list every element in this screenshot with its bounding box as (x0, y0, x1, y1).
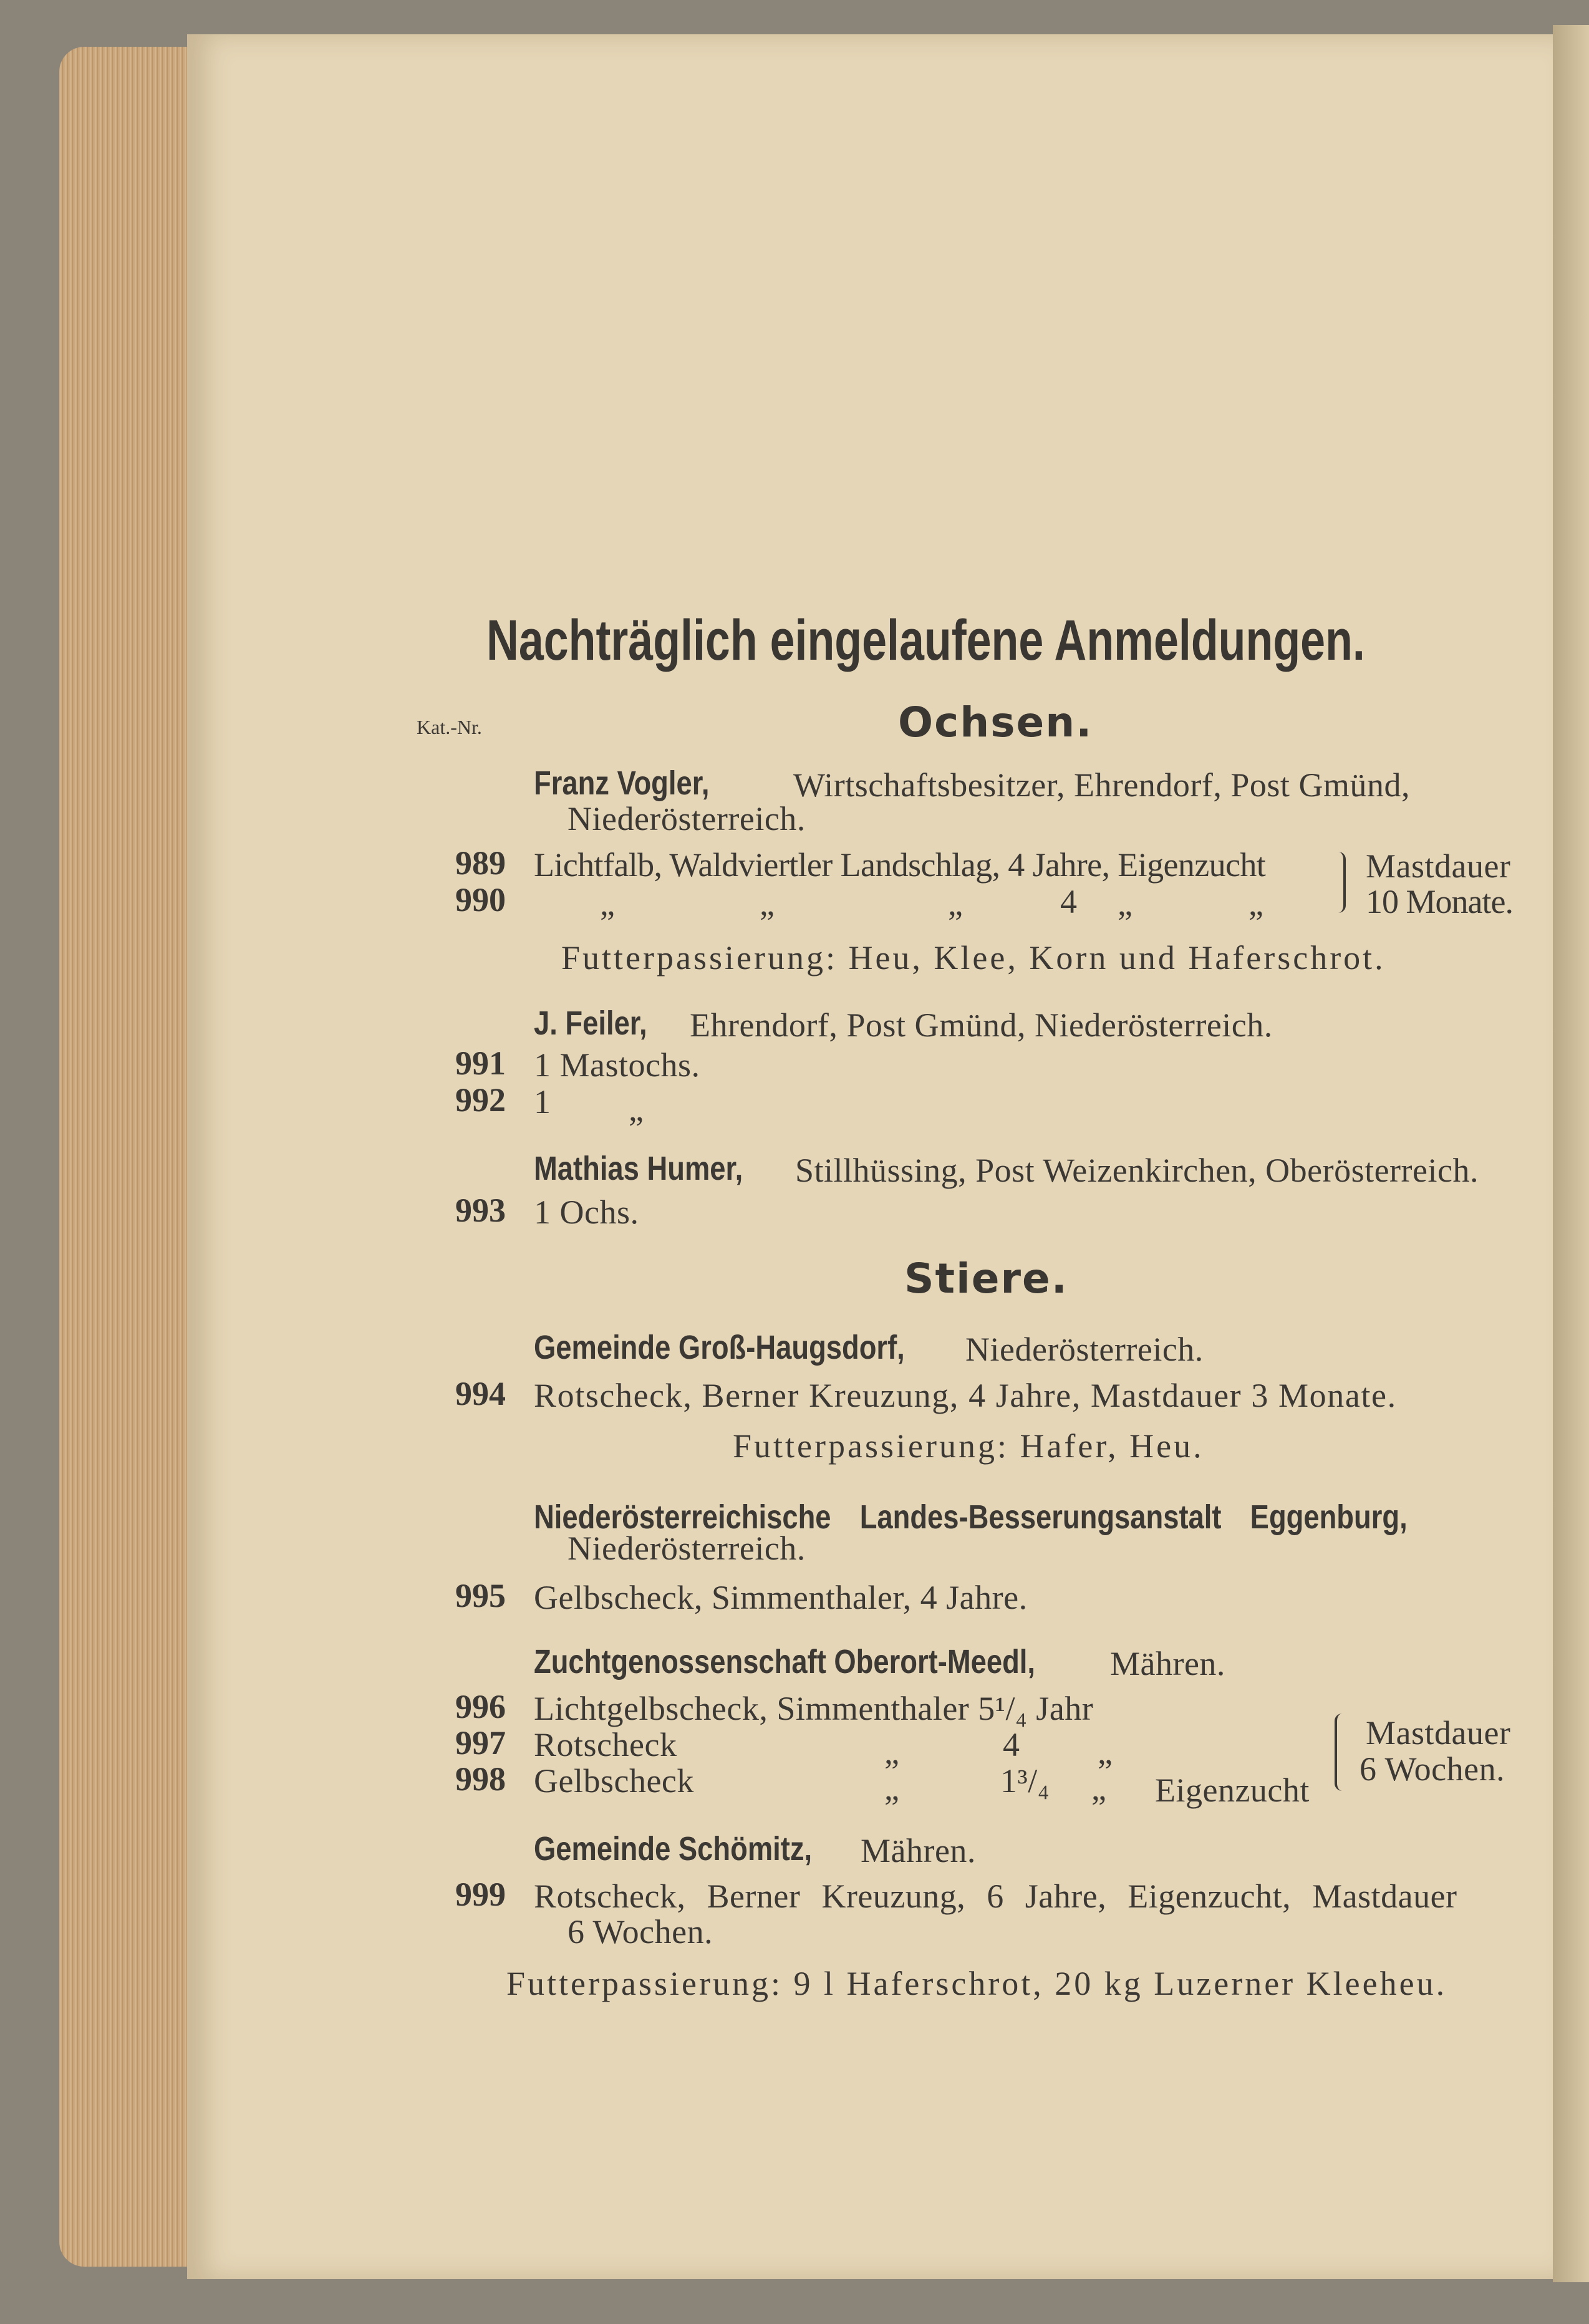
ditto-mark: „ (760, 885, 775, 922)
entry-line: Lichtgelbscheck, Simmenthaler 5¹/₄ Jahr (534, 1690, 1094, 1727)
futterpassierung-line: Futterpassierung: Heu, Klee, Korn und Haferschrot. (561, 939, 1386, 976)
catalog-number: 990 (455, 881, 506, 919)
entry-line: 1³/₄ (1000, 1762, 1050, 1800)
entry-line: Lichtfalb, Waldviertler Landschlag, 4 Jahre, Eigenzucht (534, 846, 1266, 884)
next-page-edge (1553, 25, 1589, 2282)
entry-line: 1 (534, 1083, 551, 1121)
catalog-number: 991 (455, 1044, 506, 1082)
ditto-mark: „ (1091, 1770, 1107, 1807)
brace (1338, 852, 1346, 913)
ditto-mark: „ (1248, 885, 1264, 922)
ditto-mark: „ (884, 1770, 900, 1807)
brace (1335, 1714, 1346, 1791)
exhibitor-name: Gemeinde Groß-Haugsdorf, (534, 1329, 905, 1366)
exhibitor-name: J. Feiler, (534, 1005, 647, 1042)
exhibitor-name: Zuchtgenossenschaft Oberort-Meedl, (534, 1643, 1035, 1680)
entry-line: Rotscheck, Berner Kreuzung, 4 Jahre, Mastdauer 3 Monate. (534, 1377, 1397, 1414)
ditto-mark: „ (948, 885, 964, 922)
entry-line: 6 Wochen. (568, 1913, 713, 1950)
katalog-number-label: Kat.-Nr. (417, 716, 482, 738)
exhibitor-description: Mähren. (1110, 1645, 1225, 1682)
catalog-number: 999 (455, 1876, 506, 1913)
entry-line: Gelbscheck (534, 1762, 694, 1800)
catalog-number: 992 (455, 1081, 506, 1119)
entry-line: 1 Mastochs. (534, 1046, 700, 1084)
ditto-mark: „ (600, 885, 616, 922)
exhibitor-description: Niederösterreich. (568, 800, 806, 837)
mastdauer-note: 6 Wochen. (1360, 1750, 1505, 1788)
catalog-number: 998 (455, 1760, 506, 1798)
page-title: Nachträglich eingelaufene Anmeldungen. (486, 609, 1365, 672)
book-page-edges (59, 47, 203, 2267)
mastdauer-note: Mastdauer (1366, 847, 1511, 885)
exhibitor-description: Niederösterreich. (965, 1331, 1204, 1368)
exhibitor-name: Franz Vogler, (534, 764, 710, 802)
mastdauer-note: Mastdauer (1366, 1714, 1511, 1752)
catalog-number: 995 (455, 1577, 506, 1614)
exhibitor-name: Niederösterreichische Landes-Besserungsanstalt Eggenburg, (534, 1498, 1408, 1536)
section-heading-stiere: Stiere. (904, 1255, 1068, 1303)
catalog-number: 993 (455, 1192, 506, 1229)
section-heading-ochsen: Ochsen. (898, 698, 1093, 746)
exhibitor-name: Gemeinde Schömitz, (534, 1830, 813, 1868)
ditto-mark: „ (1118, 885, 1133, 922)
entry-line: Gelbscheck, Simmenthaler, 4 Jahre. (534, 1579, 1028, 1616)
exhibitor-name: Mathias Humer, (534, 1150, 743, 1187)
entry-line: Eigenzucht (1155, 1772, 1310, 1809)
ditto-mark: „ (884, 1733, 900, 1771)
entry-line: 1 Ochs. (534, 1193, 639, 1231)
exhibitor-description: Mähren. (861, 1832, 976, 1869)
catalog-number: 994 (455, 1375, 506, 1412)
futterpassierung-line: Futterpassierung: 9 l Haferschrot, 20 kg Luzerner Kleeheu. (506, 1965, 1447, 2002)
exhibitor-description: Ehrendorf, Post Gmünd, Niederösterreich. (690, 1006, 1273, 1044)
entry-line: Rotscheck, Berner Kreuzung, 6 Jahre, Eigenzucht, Mastdauer (534, 1878, 1457, 1915)
ditto-mark: „ (1098, 1733, 1113, 1771)
mastdauer-note: 10 Monate. (1366, 883, 1513, 920)
exhibitor-description: Stillhüssing, Post Weizenkirchen, Oberösterreich. (795, 1152, 1479, 1189)
entry-line: Rotscheck (534, 1726, 677, 1763)
ditto-mark: „ (629, 1091, 644, 1128)
entry-line: 4 (1003, 1726, 1020, 1763)
catalog-number: 997 (455, 1724, 506, 1762)
catalog-number: 989 (455, 844, 506, 882)
exhibitor-description: Wirtschaftsbesitzer, Ehrendorf, Post Gmünd, (793, 766, 1410, 804)
catalog-number: 996 (455, 1688, 506, 1725)
futterpassierung-line: Futterpassierung: Hafer, Heu. (733, 1427, 1204, 1465)
exhibitor-description: Niederösterreich. (568, 1530, 806, 1567)
entry-line: 4 (1060, 883, 1078, 920)
